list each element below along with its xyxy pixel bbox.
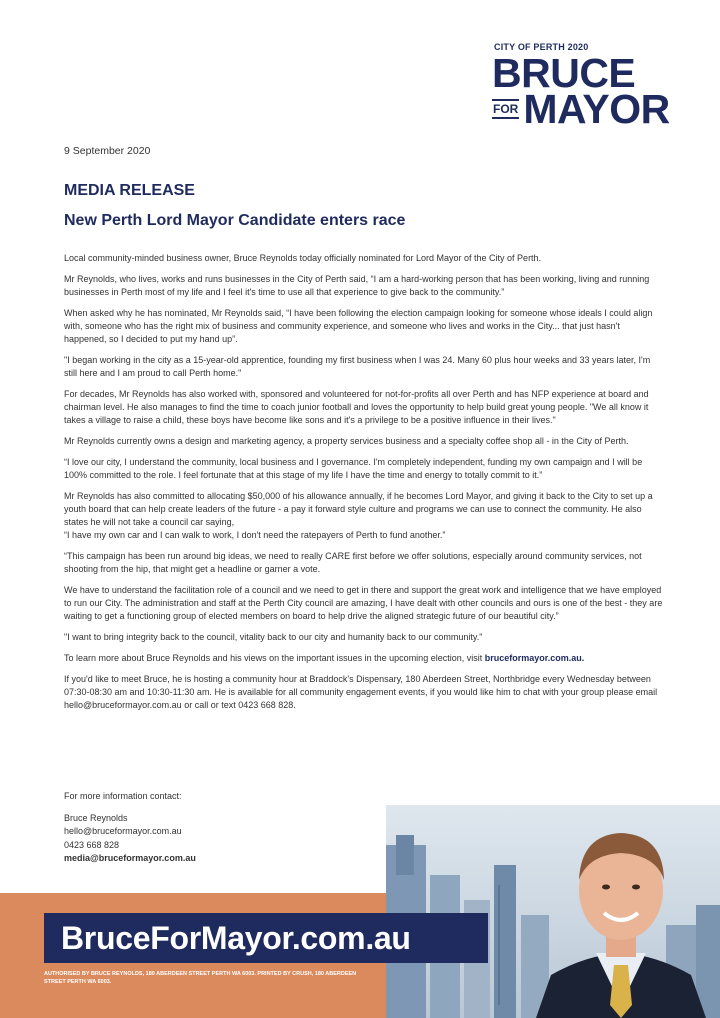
contact-email[interactable]: hello@bruceformayor.com.au xyxy=(64,826,182,836)
paragraph: Mr Reynolds currently owns a design and marketing agency, a property services business and a specialty coffee shop all - in the City of Perth. xyxy=(64,436,629,446)
paragraph: Local community-minded business owner, Bruce Reynolds today officially nominated for Lord Mayor of the City of Perth. xyxy=(64,253,542,263)
candidate-photo-illustration xyxy=(386,805,720,1018)
authorisation-notice: AUTHORISED BY BRUCE REYNOLDS, 180 ABERDEEN STREET PERTH WA 6003. PRINTED BY CRUSH, 180 ABERDEEN STREET PERTH WA 6003. xyxy=(44,971,357,985)
contact-block xyxy=(64,790,196,866)
learn-more-paragraph xyxy=(64,652,664,665)
logo-city-label: CITY OF PERTH 2020 xyxy=(494,42,589,52)
release-title: New Perth Lord Mayor Candidate enters race xyxy=(64,212,406,229)
media-release-heading: MEDIA RELEASE xyxy=(64,182,195,199)
contact-heading: For more information contact: xyxy=(64,791,182,801)
candidate-photo xyxy=(386,805,720,1018)
logo-for: FOR xyxy=(492,99,519,119)
paragraph: For decades, Mr Reynolds has also worked with, sponsored and volunteered for not-for-profits all over Perth and has NFP experience at board and chairman level. He also manages to find the time to coach junior football and loves the opportunity to help build great young people. "We all know it takes a village to raise a child, these boys have become like sons and it's a privilege to be a positive influence in their lives." xyxy=(64,389,649,425)
paragraph: “I love our city, I understand the community, local business and I governance. I'm completely independent, funding my own campaign and I will be 100% committed to the role. I feel fortunate that at this stage of my life I have the time and energy to totally commit to it.” xyxy=(64,457,643,480)
community-hour-paragraph: If you'd like to meet Bruce, he is hosting a community hour at Braddock's Dispensary, 180 Aberdeen Street, Northbridge every Wednesday between 07:30-08:30 am and 10:30-11:30 am. He is available for all community engagement events, if you would like him to chat with your group please email hello@bruceformayor.com.au or call or text 0423 668 828. xyxy=(64,674,658,710)
paragraph: Mr Reynolds has also committed to allocating $50,000 of his allowance annually, if he becomes Lord Mayor, and giving it back to the City to set up a youth board that can help create leaders of the future - a pay it forward style culture and programs we can use to connect the community. He also states he will not take a council car saying, “I have my own car and I can walk to work, I don't need the ratepayers of Perth to fund another.” xyxy=(64,491,653,540)
paragraph: "I began working in the city as a 15-year-old apprentice, founding my first business when I was 24. Many 60 plus hour weeks and 33 years later, I'm still here and I am proud to call Perth home." xyxy=(64,355,651,378)
paragraph: We have to understand the facilitation role of a council and we need to get in there and support the great work and intelligence that we have employed to run our City. The administration and staff at the Perth City council are amazing, I have dealt with other councils and ours is one of the best - they are waiting to get a functioning group of elected members on board to help drive the aligned strategic future of our beautiful city.” xyxy=(64,585,663,621)
release-body xyxy=(64,252,664,720)
learn-more-text: To learn more about Bruce Reynolds and his views on the important issues in the upcoming election, visit xyxy=(64,653,485,663)
campaign-logo xyxy=(492,42,682,132)
website-banner[interactable] xyxy=(44,913,488,963)
paragraph: When asked why he has nominated, Mr Reynolds said, “I have been following the election campaign looking for someone whose ideals I could align with, someone who has the right mix of business and community experience, and someone who lives and works in the City... that just hasn't happened, so I decided to put my hand up”. xyxy=(64,308,653,344)
logo-bruce: BRUCE xyxy=(492,50,636,96)
contact-name: Bruce Reynolds xyxy=(64,812,128,823)
paragraph: Mr Reynolds, who lives, works and runs businesses in the City of Perth said, “I am a hard-working person that has been working, living and running businesses in Perth most of my life and I feel it's time to use all that experience to give back to the community.” xyxy=(64,274,650,297)
paragraph: “This campaign has been run around big ideas, we need to really CARE first before we offer solutions, especially around community services, not shooting from the hip, that might get a headline or garner a vote. xyxy=(64,551,642,574)
banner-url[interactable]: BruceForMayor.com.au xyxy=(61,919,411,956)
contact-phone[interactable]: 0423 668 828 xyxy=(64,839,120,850)
website-link[interactable]: bruceformayor.com.au. xyxy=(484,653,585,663)
media-email[interactable]: media@bruceformayor.com.au xyxy=(64,853,196,863)
logo-mayor: MAYOR xyxy=(523,86,670,132)
release-date: 9 September 2020 xyxy=(64,145,151,157)
paragraph: "I want to bring integrity back to the council, vitality back to our city and humanity back to our community." xyxy=(64,632,483,642)
